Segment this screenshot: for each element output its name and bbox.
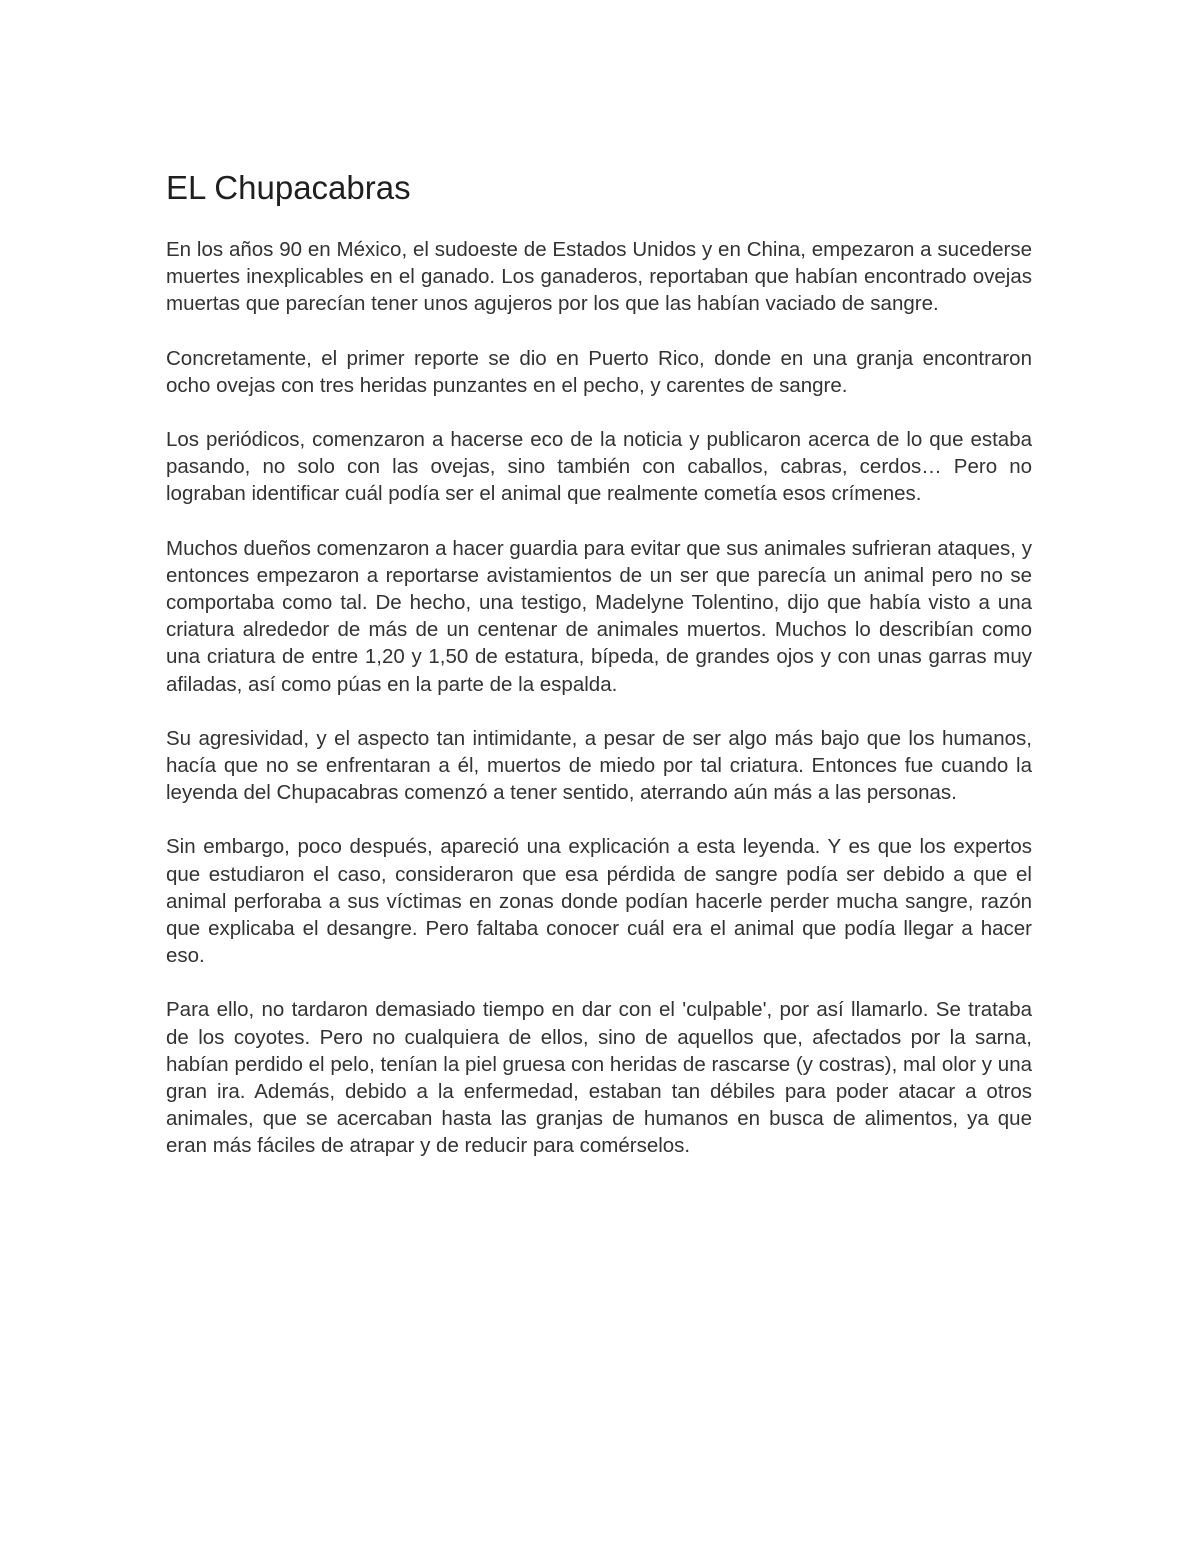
paragraph: Los periódicos, comenzaron a hacerse eco de la noticia y publicaron acerca de lo que estaba pasando, no solo con las ovejas, sino también con caballos, cabras, cerdos… Pero no lograban identificar cuál podía ser el animal que realmente cometía esos crímenes. bbox=[166, 428, 1032, 506]
paragraph: Sin embargo, poco después, apareció una explicación a esta leyenda. Y es que los expertos que estudiaron el caso, consideraron que esa pérdida de sangre podía ser debido a que el animal perforaba a sus víctimas en zonas donde podían hacerle perder mucha sangre, razón que explicaba el desangre. Pero faltaba conocer cuál era el animal que podía llegar a hacer eso. bbox=[166, 835, 1032, 968]
paragraph: Muchos dueños comenzaron a hacer guardia para evitar que sus animales sufrieran ataques, y entonces empezaron a reportarse avistamientos de un ser que parecía un animal pero no se comportaba como tal. De hecho, una testigo, Madelyne Tolentino, dijo que había visto a una criatura alrededor de más de un centenar de animales muertos. Muchos lo describían como una criatura de entre 1,20 y 1,50 de estatura, bípeda, de grandes ojos y con unas garras muy afiladas, así como púas en la parte de la espalda. bbox=[166, 536, 1032, 696]
paragraph: Su agresividad, y el aspecto tan intimidante, a pesar de ser algo más bajo que los humanos, hacía que no se enfrentaran a él, muertos de miedo por tal criatura. Entonces fue cuando la leyenda del Chupacabras comenzó a tener sentido, aterrando aún más a las personas. bbox=[166, 726, 1032, 805]
paragraph: En los años 90 en México, el sudoeste de Estados Unidos y en China, empezaron a sucederse muertes inexplicables en el ganado. Los ganaderos, reportaban que habían encontrado ovejas muertas que parecían tener unos agujeros por los que las habían vaciado de sangre. bbox=[166, 238, 1032, 316]
paragraph: Concretamente, el primer reporte se dio en Puerto Rico, donde en una granja encontraron ocho ovejas con tres heridas punzantes en el pecho, y carentes de sangre. bbox=[166, 346, 1032, 397]
document-body bbox=[166, 168, 1032, 1187]
document-title: EL Chupacabras bbox=[166, 169, 411, 206]
paragraph: Para ello, no tardaron demasiado tiempo en dar con el 'culpable', por así llamarlo. Se trataba de los coyotes. Pero no cualquiera de ellos, sino de aquellos que, afectados por la sarna, habían perdido el pelo, tenían la piel gruesa con heridas de rascarse (y costras), mal olor y una gran ira. Además, debido a la enfermedad, estaban tan débiles para poder atacar a otros animales, que se acercaban hasta las granjas de humanos en busca de alimentos, ya que eran más fáciles de atrapar y de reducir para comérselos. bbox=[166, 998, 1032, 1158]
